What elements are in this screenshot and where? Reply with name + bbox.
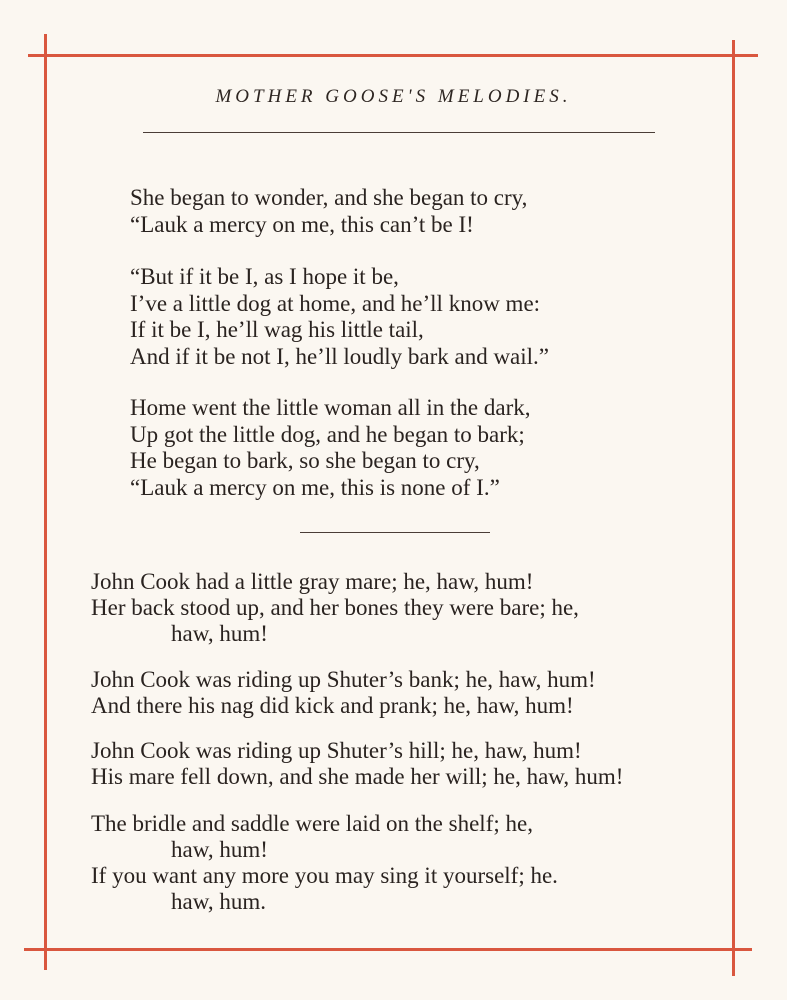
verse-line: I’ve a little dog at home, and he’ll know me: — [130, 290, 541, 316]
border-left — [44, 34, 47, 970]
verse-line: His mare fell down, and she made her will; he, haw, hum! — [91, 764, 624, 789]
border-right — [732, 40, 735, 976]
running-header: MOTHER GOOSE'S MELODIES. — [215, 86, 572, 107]
poem-john-cook-stanza-3 — [91, 738, 623, 790]
verse-line: John Cook had a little gray mare; he, haw, hum! — [91, 569, 534, 594]
poem-old-woman-stanza-3 — [130, 395, 530, 501]
verse-line: And if it be not I, he’ll loudly bark and wail.” — [130, 343, 550, 369]
verse-line: If it be I, he’ll wag his little tail, — [130, 317, 424, 342]
poem-old-woman-stanza-2 — [130, 264, 549, 370]
verse-line: John Cook was riding up Shuter’s bank; he, haw, hum! — [91, 667, 596, 692]
verse-line: And there his nag did kick and prank; he, haw, hum! — [91, 693, 574, 718]
border-top — [28, 54, 758, 57]
poem-john-cook-stanza-2 — [91, 667, 596, 719]
verse-line: If you want any more you may sing it yourself; he. — [91, 863, 558, 888]
verse-line: haw, hum. — [171, 889, 266, 914]
verse-line: haw, hum! — [171, 621, 268, 646]
poem-john-cook-stanza-1 — [91, 569, 579, 647]
verse-line: John Cook was riding up Shuter’s hill; he, haw, hum! — [91, 738, 582, 763]
verse-line: He began to bark, so she began to cry, — [130, 448, 480, 473]
verse-line: Home went the little woman all in the dark, — [130, 395, 531, 420]
poem-john-cook-stanza-4 — [91, 811, 558, 915]
verse-line: Her back stood up, and her bones they were bare; he, — [91, 595, 579, 620]
header-divider — [143, 132, 655, 133]
verse-line: The bridle and saddle were laid on the shelf; he, — [91, 811, 533, 836]
border-bottom — [24, 948, 752, 951]
verse-line: “Lauk a mercy on me, this is none of I.” — [130, 474, 500, 500]
verse-line: “But if it be I, as I hope it be, — [130, 264, 399, 289]
poem-divider — [300, 532, 490, 533]
verse-line: She began to wonder, and she began to cry, — [130, 185, 528, 210]
verse-line: haw, hum! — [171, 837, 268, 862]
verse-line: “Lauk a mercy on me, this can’t be I! — [130, 211, 474, 237]
verse-line: Up got the little dog, and he began to bark; — [130, 421, 525, 447]
poem-old-woman — [130, 185, 527, 238]
